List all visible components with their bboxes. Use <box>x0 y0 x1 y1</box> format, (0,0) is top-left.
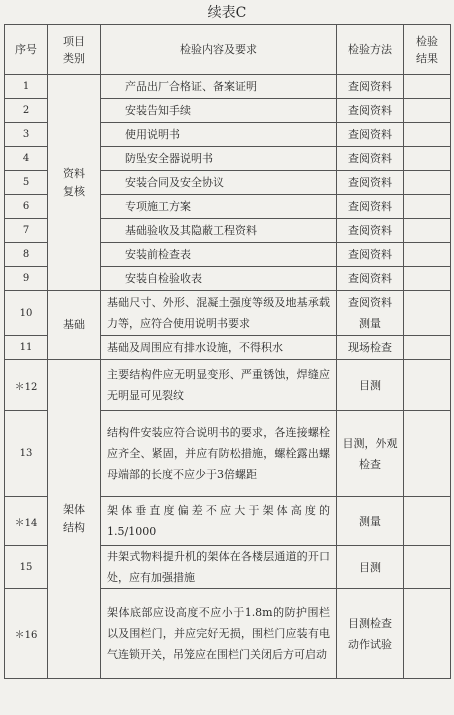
table-row <box>5 360 451 411</box>
inspection-method: 查阅资料 <box>337 123 404 147</box>
inspection-method: 查阅资料 <box>337 147 404 171</box>
inspection-content: 基础及周围应有排水设施，不得积水 <box>101 336 337 360</box>
inspection-result <box>404 360 451 411</box>
inspection-content: 防坠安全器说明书 <box>101 147 337 171</box>
inspection-method: 查阅资料 <box>337 99 404 123</box>
inspection-method: 目测检查 动作试验 <box>337 589 404 679</box>
row-number: 4 <box>5 147 48 171</box>
row-number: 3 <box>5 123 48 147</box>
header-category: 项目 类别 <box>48 25 101 75</box>
row-number: 7 <box>5 219 48 243</box>
inspection-method: 查阅资料 <box>337 219 404 243</box>
inspection-content: 使用说明书 <box>101 123 337 147</box>
row-number: 10 <box>5 291 48 336</box>
header-method: 检验方法 <box>337 25 404 75</box>
table-row <box>5 291 451 336</box>
inspection-content: 安装告知手续 <box>101 99 337 123</box>
inspection-method: 现场检查 <box>337 336 404 360</box>
row-number: ＊16 <box>5 589 48 679</box>
inspection-method: 查阅资料 <box>337 171 404 195</box>
inspection-result <box>404 589 451 679</box>
inspection-result <box>404 171 451 195</box>
inspection-method: 目测 <box>337 546 404 589</box>
category-cell: 基础 <box>48 291 101 360</box>
row-number: ＊12 <box>5 360 48 411</box>
row-number: 6 <box>5 195 48 219</box>
inspection-content: 架体底部应设高度不应小于1.8m的防护围栏以及围栏门，并应完好无损，围栏门应装有电气连锁开关，吊笼应在围栏门关闭后方可启动 <box>101 589 337 679</box>
inspection-result <box>404 195 451 219</box>
header-row <box>5 25 451 75</box>
inspection-content: 井架式物料提升机的架体在各楼层通道的开口处，应有加强措施 <box>101 546 337 589</box>
row-number: 5 <box>5 171 48 195</box>
inspection-method: 测量 <box>337 497 404 546</box>
category-cell: 架体 结构 <box>48 360 101 679</box>
header-no: 序号 <box>5 25 48 75</box>
inspection-result <box>404 546 451 589</box>
inspection-method: 查阅资料 <box>337 195 404 219</box>
category-cell: 资料 复核 <box>48 75 101 291</box>
inspection-content: 安装前检查表 <box>101 243 337 267</box>
inspection-content: 主要结构件应无明显变形、严重锈蚀，焊缝应无明显可见裂纹 <box>101 360 337 411</box>
inspection-result <box>404 219 451 243</box>
inspection-result <box>404 291 451 336</box>
inspection-result <box>404 411 451 497</box>
header-result: 检验 结果 <box>404 25 451 75</box>
inspection-method: 查阅资料 测量 <box>337 291 404 336</box>
table-row <box>5 75 451 99</box>
inspection-content: 基础尺寸、外形、混凝土强度等级及地基承载力等，应符合使用说明书要求 <box>101 291 337 336</box>
row-number: 15 <box>5 546 48 589</box>
inspection-result <box>404 336 451 360</box>
row-number: 9 <box>5 267 48 291</box>
inspection-table <box>4 24 451 679</box>
inspection-result <box>404 267 451 291</box>
row-number: 2 <box>5 99 48 123</box>
inspection-result <box>404 75 451 99</box>
inspection-content: 安装自检验收表 <box>101 267 337 291</box>
inspection-method: 目测，外观 检查 <box>337 411 404 497</box>
inspection-content: 产品出厂合格证、备案证明 <box>101 75 337 99</box>
inspection-result <box>404 99 451 123</box>
table-caption: 续表C <box>207 5 247 21</box>
inspection-content: 专项施工方案 <box>101 195 337 219</box>
header-content: 检验内容及要求 <box>101 25 337 75</box>
inspection-method: 查阅资料 <box>337 243 404 267</box>
inspection-result <box>404 243 451 267</box>
row-number: 8 <box>5 243 48 267</box>
inspection-method: 查阅资料 <box>337 75 404 99</box>
inspection-method: 查阅资料 <box>337 267 404 291</box>
row-number: ＊14 <box>5 497 48 546</box>
row-number: 13 <box>5 411 48 497</box>
inspection-content: 结构件安装应符合说明书的要求，各连接螺栓应齐全、紧固，并应有防松措施，螺栓露出螺母端部的长度不应少于3倍螺距 <box>101 411 337 497</box>
inspection-result <box>404 147 451 171</box>
inspection-content: 安装合同及安全协议 <box>101 171 337 195</box>
row-number: 1 <box>5 75 48 99</box>
inspection-method: 目测 <box>337 360 404 411</box>
inspection-content: 基础验收及其隐蔽工程资料 <box>101 219 337 243</box>
inspection-result <box>404 497 451 546</box>
row-number: 11 <box>5 336 48 360</box>
inspection-result <box>404 123 451 147</box>
inspection-content: 架体垂直度偏差不应大于架体高度的1.5/1000 <box>101 497 337 546</box>
